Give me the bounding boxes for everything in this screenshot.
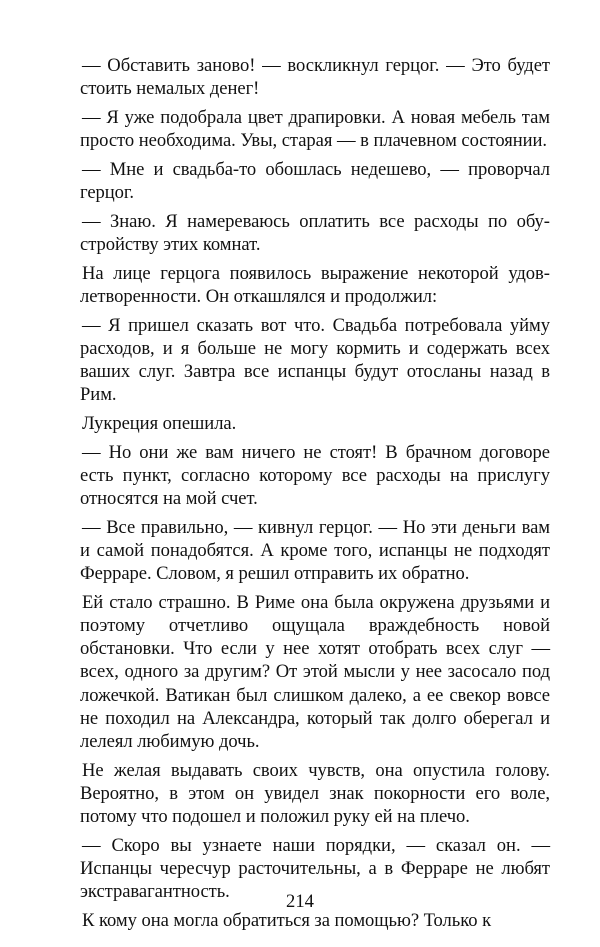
page-number: 214 (286, 891, 314, 912)
paragraph-1: — Обставить заново! — воскликнул герцог. — Это будет стоить немалых денег! (80, 55, 550, 100)
paragraph-9: — Все правильно, — кивнул герцог. — Но эти деньги вам и самой понадобятся. А кроме того, испанцы не подходят Ферраре. Словом, я решил отправить их обратно. (80, 516, 550, 585)
paragraph-10: Ей стало страшно. В Риме она была окружена друзьями и поэтому отчетливо ощущала враждебность новой обстановки. Что если у нее хотят отобрать всех слуг — всех, одного за другим? От этой мысли у нее засосало под ложечкой. Ватикан был слишком далеко, а ее свекор вовсе не походил на Александра, который так долго оберегал и лелеял любимую дочь. (80, 591, 550, 752)
paragraph-4: — Знаю. Я намереваюсь оплатить все расходы по обустройству этих комнат. (80, 210, 550, 255)
paragraph-5: На лице герцога появилось выражение некоторой удовлетворенности. Он откашлялся и продолжил: (80, 262, 550, 307)
paragraph-3: — Мне и свадьба-то обошлась недешево, — проворчал герцог. (80, 158, 550, 204)
paragraph-2: — Я уже подобрала цвет драпировки. А новая мебель там просто необходима. Увы, старая — в плачевном состоянии. (80, 106, 550, 152)
paragraph-7: Лукреция опешила. (82, 412, 237, 434)
paragraph-11: Не желая выдавать своих чувств, она опустила голову. Вероятно, в этом он увидел знак покорности его воле, потому что подошел и положил руку ей на плечо. (80, 759, 550, 828)
paragraph-6: — Я пришел сказать вот что. Свадьба потребовала уйму расходов, и я больше не могу кормить и содержать всех ваших слуг. Завтра все испанцы будут отосланы назад в Рим. (80, 314, 550, 406)
paragraph-8: — Но они же вам ничего не стоят! В брачном договоре есть пункт, согласно которому все расходы на прислугу относятся на мой счет. (80, 441, 550, 509)
paragraph-12: — Скоро вы узнаете наши порядки, — сказал он. — Испанцы чересчур расточительны, а в Ферраре не любят экстравагантность. (80, 834, 550, 903)
page-text (80, 54, 550, 938)
paragraph-13: К кому она могла обратиться за помощью? Только к (82, 909, 492, 931)
